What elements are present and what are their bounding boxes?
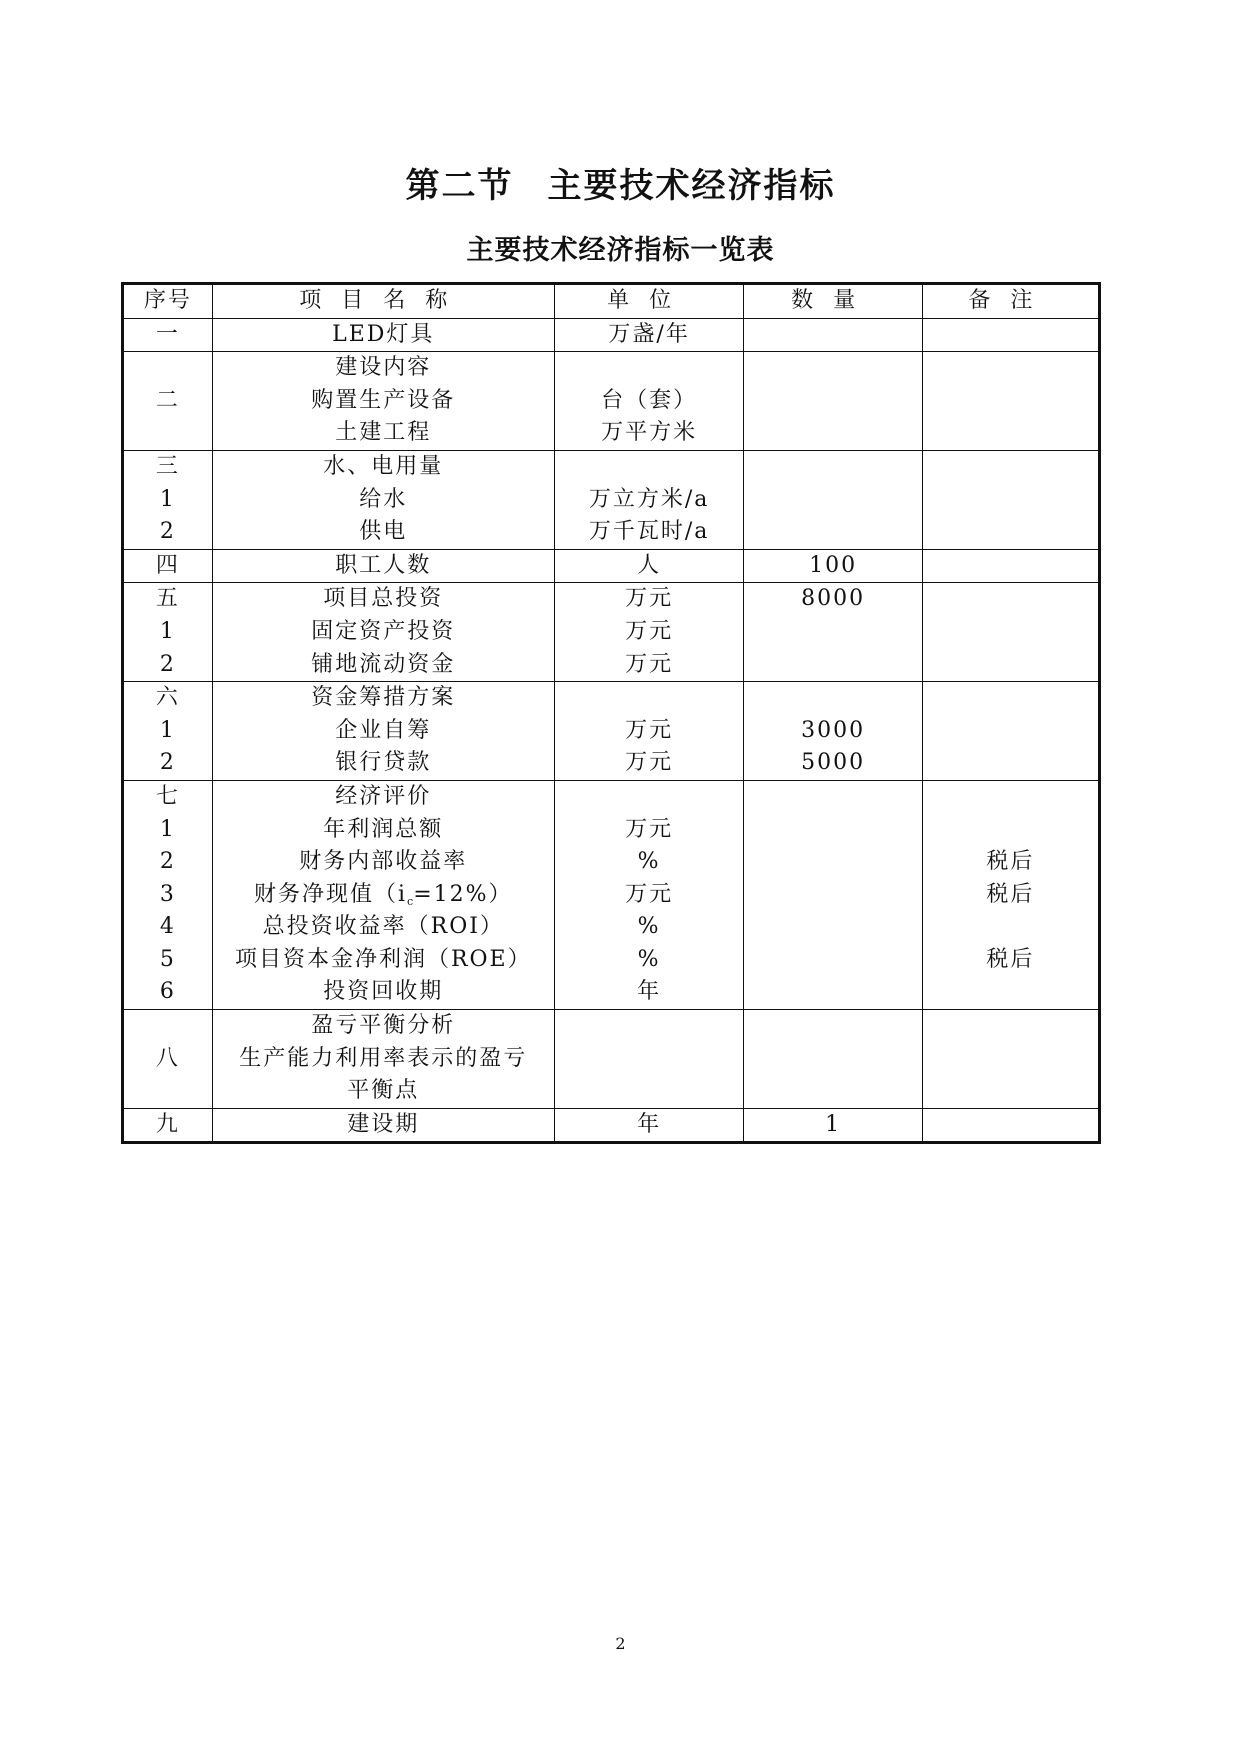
row-no-cell	[123, 450, 213, 549]
row-name-cell	[212, 318, 554, 352]
row-no-cell	[123, 318, 213, 352]
row-note-line	[923, 484, 1098, 517]
row-no-line	[124, 583, 212, 616]
row-unit-text: 万盏/年	[608, 321, 690, 347]
row-note-cell	[922, 549, 1099, 583]
row-unit-line	[555, 715, 744, 748]
row-quantity-cell	[744, 780, 922, 1009]
row-unit-text: 万元	[625, 618, 674, 644]
row-name-line	[213, 944, 554, 977]
row-note-text: 税后	[986, 849, 1035, 875]
row-unit-text: 万立方米/a	[588, 486, 710, 512]
row-unit-text: 万元	[625, 816, 674, 842]
row-quantity-line	[744, 484, 921, 517]
row-name-cell	[212, 1010, 554, 1109]
row-no-line	[124, 649, 212, 682]
row-no-line	[124, 976, 212, 1009]
row-note-line	[923, 976, 1098, 1009]
row-name-text: 给水	[359, 486, 408, 512]
row-quantity-line	[744, 911, 921, 944]
row-no-text: 九	[155, 1111, 180, 1137]
row-name-line	[213, 385, 554, 418]
row-unit-cell	[554, 780, 744, 1009]
row-name-text: 购置生产设备	[311, 387, 456, 413]
row-no-cell	[123, 1010, 213, 1109]
row-quantity-cell	[744, 583, 922, 682]
row-quantity-line	[744, 781, 921, 814]
row-quantity-line	[744, 649, 921, 682]
row-name-text: 供电	[359, 519, 408, 545]
row-unit-text: 万元	[625, 651, 674, 677]
row-name-text: 建设期	[347, 1111, 420, 1137]
row-unit-text: 万元	[625, 750, 674, 776]
row-no-text: 4	[159, 914, 176, 940]
row-note-line	[923, 319, 1098, 352]
row-unit-line	[555, 1010, 744, 1043]
row-unit-cell	[554, 318, 744, 352]
row-no-line	[124, 451, 212, 484]
row-name-text: 资金筹措方案	[311, 685, 456, 711]
row-quantity-cell	[744, 682, 922, 781]
row-note-line	[923, 814, 1098, 847]
row-quantity-line	[744, 944, 921, 977]
row-no-text: 2	[159, 750, 176, 776]
row-name-text: 职工人数	[335, 552, 432, 578]
row-unit-text: 万元	[625, 717, 674, 743]
row-unit-line	[555, 846, 744, 879]
row-name-line	[213, 911, 554, 944]
row-note-cell	[922, 450, 1099, 549]
row-name-text: 年利润总额	[323, 816, 444, 842]
table-row	[123, 1108, 1100, 1143]
row-unit-line	[555, 417, 744, 450]
row-no-line	[124, 781, 212, 814]
row-no-line	[124, 352, 212, 385]
row-name-cell	[212, 682, 554, 781]
row-no-text: 1	[159, 618, 176, 644]
row-quantity-line	[744, 1010, 921, 1043]
row-quantity-text: 8000	[801, 586, 866, 612]
row-name-text: 企业自筹	[335, 717, 432, 743]
row-note-line	[923, 911, 1098, 944]
row-no-line	[124, 879, 212, 912]
row-unit-text: 台（套）	[601, 387, 698, 413]
table-row	[123, 549, 1100, 583]
row-quantity-text: 100	[809, 552, 858, 578]
section-number: 第二节	[405, 166, 514, 206]
row-name-line	[213, 814, 554, 847]
row-unit-line	[555, 814, 744, 847]
row-note-cell	[922, 1010, 1099, 1109]
row-name-cell	[212, 352, 554, 451]
row-no-line	[124, 516, 212, 549]
row-quantity-line	[744, 747, 921, 780]
row-name-text: 铺地流动资金	[311, 651, 456, 677]
row-note-line	[923, 352, 1098, 385]
table-row	[123, 450, 1100, 549]
table-row	[123, 780, 1100, 1009]
row-no-text: 一	[155, 321, 180, 347]
row-name-cell	[212, 549, 554, 583]
row-no-cell	[123, 682, 213, 781]
row-no-text: 三	[155, 453, 180, 479]
row-unit-line	[555, 781, 744, 814]
row-no-text: 四	[155, 552, 180, 578]
row-quantity-line	[744, 879, 921, 912]
row-no-cell	[123, 352, 213, 451]
row-no-text: 2	[159, 651, 176, 677]
row-name-line	[213, 747, 554, 780]
row-no-line	[124, 550, 212, 583]
row-name-text: 经济评价	[335, 783, 432, 809]
row-name-text: 盈亏平衡分析	[311, 1013, 456, 1039]
row-unit-cell	[554, 583, 744, 682]
row-name-line	[213, 352, 554, 385]
row-name-line	[213, 879, 554, 912]
header-name: 项目名称	[212, 284, 554, 319]
row-name-line	[213, 516, 554, 549]
row-no-text: 1	[159, 486, 176, 512]
row-unit-line	[555, 649, 744, 682]
row-no-text: 6	[159, 979, 176, 1005]
row-unit-line	[555, 451, 744, 484]
row-no-line	[124, 715, 212, 748]
row-no-line	[124, 682, 212, 715]
row-note-cell	[922, 583, 1099, 682]
row-no-text: 1	[159, 816, 176, 842]
row-name-line	[213, 616, 554, 649]
table-row	[123, 682, 1100, 781]
row-no-text: 五	[155, 586, 180, 612]
row-unit-line	[555, 1109, 744, 1142]
table-row	[123, 318, 1100, 352]
row-name-line	[213, 1075, 554, 1108]
row-note-cell	[922, 682, 1099, 781]
row-unit-cell	[554, 352, 744, 451]
row-name-line	[213, 846, 554, 879]
row-note-cell	[922, 1108, 1099, 1143]
row-name-text: 生产能力利用率表示的盈亏	[239, 1045, 528, 1071]
row-name-text: 项目资本金净利润（ROE）	[234, 946, 532, 972]
row-no-text: 二	[155, 387, 180, 413]
row-no-line	[124, 484, 212, 517]
row-note-line	[923, 451, 1098, 484]
row-no-line	[124, 1075, 212, 1108]
row-unit-line	[555, 616, 744, 649]
row-quantity-line	[744, 583, 921, 616]
row-quantity-line	[744, 1109, 921, 1142]
row-no-text: 1	[159, 717, 176, 743]
row-quantity-cell	[744, 352, 922, 451]
row-no-text: 2	[159, 849, 176, 875]
row-unit-line	[555, 516, 744, 549]
row-no-text: 七	[155, 783, 180, 809]
row-note-line	[923, 747, 1098, 780]
row-quantity-line	[744, 715, 921, 748]
row-note-line	[923, 385, 1098, 418]
row-note-line	[923, 417, 1098, 450]
row-name-line	[213, 715, 554, 748]
row-unit-line	[555, 747, 744, 780]
row-note-line	[923, 944, 1098, 977]
row-name-cell	[212, 1108, 554, 1143]
row-name-text: 投资回收期	[323, 979, 444, 1005]
row-no-line	[124, 911, 212, 944]
row-name-text: 银行贷款	[335, 750, 432, 776]
row-no-line	[124, 1043, 212, 1076]
row-quantity-line	[744, 682, 921, 715]
table-title: 主要技术经济指标一览表	[466, 235, 775, 266]
row-quantity-cell	[744, 549, 922, 583]
row-note-line	[923, 879, 1098, 912]
row-no-text: 5	[159, 946, 176, 972]
row-quantity-line	[744, 319, 921, 352]
row-unit-cell	[554, 549, 744, 583]
row-note-line	[923, 682, 1098, 715]
row-no-line	[124, 1109, 212, 1142]
row-unit-line	[555, 385, 744, 418]
row-no-line	[124, 616, 212, 649]
section-title	[0, 158, 1241, 207]
row-unit-line	[555, 352, 744, 385]
row-note-line	[923, 516, 1098, 549]
row-name-text: 平衡点	[347, 1078, 420, 1104]
row-no-cell	[123, 780, 213, 1009]
row-quantity-text: 1	[825, 1111, 842, 1137]
row-quantity-line	[744, 352, 921, 385]
row-name-line	[213, 682, 554, 715]
row-name-line	[213, 1109, 554, 1142]
row-quantity-text: 5000	[801, 750, 866, 776]
row-note-line	[923, 649, 1098, 682]
row-unit-cell	[554, 1108, 744, 1143]
row-no-text: 2	[159, 519, 176, 545]
row-quantity-line	[744, 516, 921, 549]
row-unit-cell	[554, 450, 744, 549]
row-quantity-text: 3000	[801, 717, 866, 743]
row-name-line	[213, 550, 554, 583]
row-note-cell	[922, 318, 1099, 352]
row-quantity-line	[744, 550, 921, 583]
row-unit-line	[555, 1075, 744, 1108]
header-note: 备注	[922, 284, 1099, 319]
row-name-cell	[212, 583, 554, 682]
row-name-cell	[212, 780, 554, 1009]
row-quantity-line	[744, 846, 921, 879]
row-unit-cell	[554, 1010, 744, 1109]
row-name-text: LED灯具	[332, 321, 435, 347]
row-unit-line	[555, 911, 744, 944]
row-no-line	[124, 417, 212, 450]
row-unit-text: %	[637, 849, 661, 875]
header-no: 序号	[123, 284, 213, 319]
row-no-line	[124, 385, 212, 418]
section-heading: 主要技术经济指标	[547, 166, 836, 206]
row-note-line	[923, 1075, 1098, 1108]
row-quantity-line	[744, 385, 921, 418]
row-quantity-line	[744, 451, 921, 484]
row-quantity-line	[744, 1043, 921, 1076]
table-row	[123, 583, 1100, 682]
row-note-line	[923, 583, 1098, 616]
row-name-line	[213, 649, 554, 682]
row-quantity-line	[744, 417, 921, 450]
npv-suffix: =12%）	[413, 881, 513, 907]
row-quantity-cell	[744, 450, 922, 549]
row-unit-line	[555, 1043, 744, 1076]
table-row	[123, 352, 1100, 451]
row-unit-text: 万千瓦时/a	[588, 519, 710, 545]
row-unit-text: 万元	[625, 881, 674, 907]
row-no-cell	[123, 549, 213, 583]
row-no-line	[124, 747, 212, 780]
row-name-text: 固定资产投资	[311, 618, 456, 644]
row-unit-cell	[554, 682, 744, 781]
row-name-line	[213, 484, 554, 517]
npv-subscript: c	[407, 894, 414, 908]
header-unit: 单位	[554, 284, 744, 319]
row-no-text: 3	[159, 881, 176, 907]
row-quantity-line	[744, 1075, 921, 1108]
row-name-line	[213, 583, 554, 616]
row-unit-text: 年	[637, 979, 662, 1005]
row-unit-line	[555, 583, 744, 616]
row-name-text: 建设内容	[335, 355, 432, 381]
row-quantity-cell	[744, 318, 922, 352]
row-quantity-line	[744, 814, 921, 847]
row-note-cell	[922, 352, 1099, 451]
row-quantity-line	[744, 616, 921, 649]
row-no-line	[124, 1010, 212, 1043]
row-note-line	[923, 616, 1098, 649]
row-name-line	[213, 417, 554, 450]
row-note-text: 税后	[986, 881, 1035, 907]
row-name-text: 财务内部收益率	[299, 849, 468, 875]
row-unit-line	[555, 976, 744, 1009]
row-name-cell	[212, 450, 554, 549]
row-unit-text: 万平方米	[601, 420, 698, 446]
row-name-text: 水、电用量	[323, 453, 444, 479]
row-quantity-cell	[744, 1108, 922, 1143]
row-note-line	[923, 715, 1098, 748]
row-name-line	[213, 451, 554, 484]
row-unit-line	[555, 319, 744, 352]
row-no-line	[124, 814, 212, 847]
row-unit-line	[555, 550, 744, 583]
row-no-line	[124, 319, 212, 352]
row-unit-line	[555, 879, 744, 912]
row-no-line	[124, 944, 212, 977]
row-name-text: 总投资收益率（ROI）	[262, 914, 504, 940]
row-unit-line	[555, 944, 744, 977]
row-name-line	[213, 1010, 554, 1043]
header-quantity: 数量	[744, 284, 922, 319]
row-unit-text: 人	[637, 552, 662, 578]
row-note-line	[923, 781, 1098, 814]
row-quantity-cell	[744, 1010, 922, 1109]
row-name-text: 土建工程	[335, 420, 432, 446]
row-name-text: 财务净现值（i	[254, 881, 408, 907]
row-note-line	[923, 1043, 1098, 1076]
row-note-line	[923, 1109, 1098, 1142]
row-note-cell	[922, 780, 1099, 1009]
row-note-line	[923, 846, 1098, 879]
row-name-line	[213, 976, 554, 1009]
row-unit-line	[555, 484, 744, 517]
table-row	[123, 1010, 1100, 1109]
row-name-line	[213, 781, 554, 814]
row-no-cell	[123, 583, 213, 682]
row-unit-text: %	[637, 946, 661, 972]
row-name-line	[213, 1043, 554, 1076]
row-no-text: 八	[155, 1045, 180, 1071]
page-number: 2	[615, 1634, 626, 1653]
row-note-text: 税后	[986, 946, 1035, 972]
row-name-text: 项目总投资	[323, 586, 444, 612]
row-no-text: 六	[155, 685, 180, 711]
row-unit-text: 年	[637, 1111, 662, 1137]
row-unit-text: %	[637, 914, 661, 940]
indicator-table	[121, 282, 1101, 1144]
row-no-line	[124, 846, 212, 879]
row-note-line	[923, 1010, 1098, 1043]
row-no-cell	[123, 1108, 213, 1143]
row-note-line	[923, 550, 1098, 583]
row-name-line	[213, 319, 554, 352]
row-unit-line	[555, 682, 744, 715]
row-unit-text: 万元	[625, 586, 674, 612]
table-header-row	[123, 284, 1100, 319]
row-quantity-line	[744, 976, 921, 1009]
